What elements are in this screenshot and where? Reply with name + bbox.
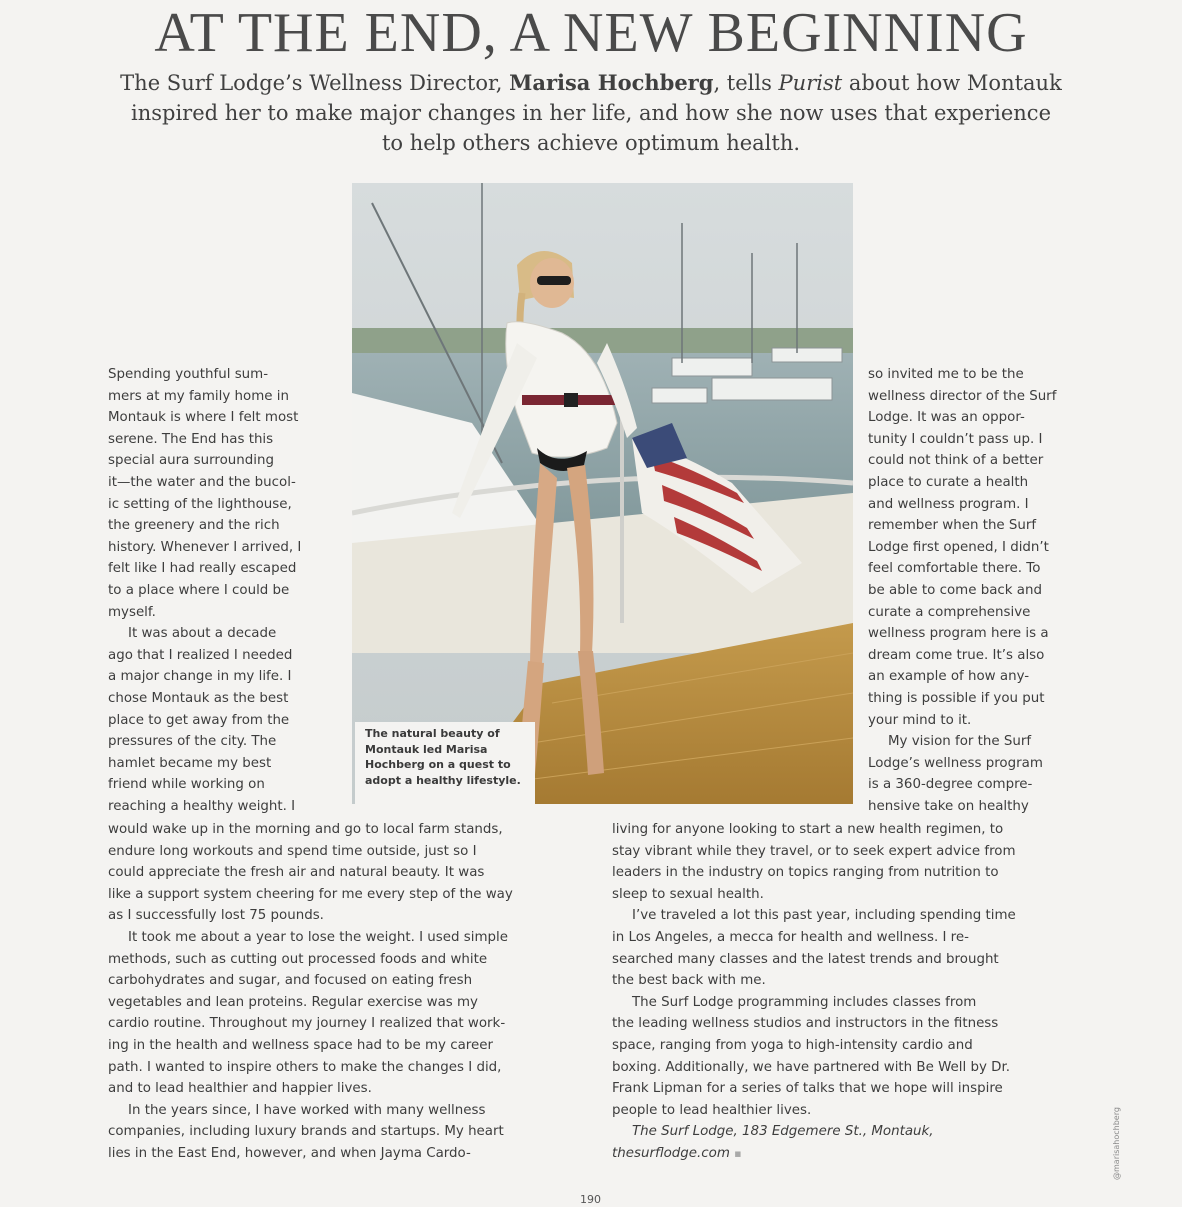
text-line: could appreciate the fresh air and natural beauty. It was (108, 865, 485, 881)
text-line: The Surf Lodge programming includes classes from (632, 994, 977, 1010)
text-line: sleep to sexual health. (612, 886, 764, 902)
text-line: ing in the health and wellness space had to be my career (108, 1037, 493, 1053)
text-line: remember when the Surf (868, 518, 1037, 534)
text-line: friend while working on (108, 777, 265, 793)
deck-publication: Purist (778, 71, 843, 95)
text-line: Lodge. It was an oppor- (868, 410, 1025, 426)
text-line: mers at my family home in (108, 388, 289, 404)
column-2-bottom (612, 819, 1016, 1165)
text-line: boxing. Additionally, we have partnered with Be Well by Dr. (612, 1059, 1011, 1075)
text-line: place to curate a health (868, 474, 1029, 490)
text-line: My vision for the Surf (888, 734, 1032, 750)
text-line: special aura surrounding (108, 453, 274, 469)
text-line: Frank Lipman for a series of talks that we hope will inspire (612, 1081, 1003, 1097)
deck-name: Marisa Hochberg (509, 70, 714, 95)
text-line: endure long workouts and spend time outside, just so I (108, 843, 477, 859)
text-line: Lodge first opened, I didn’t (868, 539, 1049, 555)
text-line: It took me about a year to lose the weight. I used simple (128, 929, 508, 945)
text-line: like a support system cheering for me every step of the way (108, 886, 513, 902)
column-2-top (868, 364, 1056, 817)
headline: AT THE END, A NEW BEGINNING (154, 2, 1028, 64)
text-line: methods, such as cutting out processed foods and white (108, 951, 488, 967)
text-line: hamlet became my best (108, 755, 272, 771)
text-line: tunity I couldn’t pass up. I (868, 431, 1043, 447)
text-line: Lodge’s wellness program (868, 755, 1043, 771)
column-1-bottom (108, 819, 513, 1165)
text-line: curate a comprehensive (868, 604, 1031, 620)
text-line: searched many classes and the latest trends and brought (612, 951, 999, 967)
text-line: ago that I realized I needed (108, 647, 293, 663)
text-line: and to lead healthier and happier lives. (108, 1081, 372, 1097)
column-1-top (108, 364, 301, 817)
text-line: stay vibrant while they travel, or to seek expert advice from (612, 843, 1016, 859)
text-line: your mind to it. (868, 712, 972, 728)
deck (120, 68, 1062, 158)
text-line: wellness program here is a (868, 626, 1049, 642)
text-line: dream come true. It’s also (868, 647, 1045, 663)
address-line: The Surf Lodge, 183 Edgemere St., Montauk, (632, 1124, 934, 1140)
text-line: felt like I had really escaped (108, 561, 297, 577)
text-line: the greenery and the rich (108, 518, 280, 534)
deck-part-1: The Surf Lodge’s Wellness Director, (120, 71, 510, 95)
text-line: the best back with me. (612, 973, 766, 989)
text-line: would wake up in the morning and go to local farm stands, (108, 822, 503, 837)
text-line: to a place where I could be (108, 582, 290, 598)
deck-part-3: about how Montauk inspired her to make major changes in her life, and how she now uses that experience to help others achieve optimum health. (131, 71, 1062, 155)
text-line: carbohydrates and sugar, and focused on eating fresh (108, 973, 473, 989)
text-line: myself. (108, 604, 156, 620)
photo-illustration (352, 183, 853, 804)
photo-woman-on-yacht (352, 183, 853, 804)
text-line: cardio routine. Throughout my journey I realized that work- (108, 1016, 506, 1032)
text-line: chose Montauk as the best (108, 690, 289, 706)
text-line: history. Whenever I arrived, I (108, 539, 302, 555)
text-line: Montauk is where I felt most (108, 410, 299, 426)
website-line (612, 1143, 1016, 1165)
text-line: space, ranging from yoga to high-intensity cardio and (612, 1037, 973, 1053)
text-line: be able to come back and (868, 582, 1042, 598)
text-line: is a 360-degree compre- (868, 777, 1033, 793)
website-link[interactable]: thesurflodge.com (612, 1145, 730, 1161)
text-line: reaching a healthy weight. I (108, 798, 296, 814)
photo-caption: The natural beauty of Montauk led Marisa Hochberg on a quest to adopt a healthy lifestyle. (355, 722, 535, 804)
text-line: pressures of the city. The (108, 734, 277, 750)
text-line: feel comfortable there. To (868, 561, 1041, 577)
text-line: and wellness program. I (868, 496, 1029, 512)
end-mark-icon: ▪ (734, 1146, 742, 1160)
text-line: leaders in the industry on topics ranging from nutrition to (612, 865, 999, 881)
text-line: Spending youthful sum- (108, 367, 269, 382)
text-line: ic setting of the lighthouse, (108, 496, 292, 512)
text-line: living for anyone looking to start a new health regimen, to (612, 822, 1004, 837)
text-line: It was about a decade (128, 626, 277, 642)
text-line: wellness director of the Surf (868, 388, 1057, 404)
text-line: as I successfully lost 75 pounds. (108, 908, 324, 924)
text-line: lies in the East End, however, and when Jayma Cardo- (108, 1145, 471, 1161)
text-line: people to lead healthier lives. (612, 1102, 812, 1118)
text-line: In the years since, I have worked with many wellness (128, 1102, 486, 1118)
text-line: a major change in my life. I (108, 669, 292, 685)
text-line: hensive take on healthy (868, 798, 1029, 814)
text-line: serene. The End has this (108, 431, 274, 447)
text-line: it—the water and the bucol- (108, 474, 296, 490)
text-line: could not think of a better (868, 453, 1044, 469)
text-line: the leading wellness studios and instructors in the fitness (612, 1016, 999, 1032)
text-line: an example of how any- (868, 669, 1030, 685)
photo-credit: @marisahochberg (1112, 1107, 1121, 1180)
text-line: companies, including luxury brands and startups. My heart (108, 1124, 504, 1140)
text-line: thing is possible if you put (868, 690, 1045, 706)
text-line: path. I wanted to inspire others to make the changes I did, (108, 1059, 502, 1075)
page-number: 190 (580, 1193, 601, 1206)
text-line: so invited me to be the (868, 367, 1024, 382)
text-line: in Los Angeles, a mecca for health and wellness. I re- (612, 929, 969, 945)
text-line: vegetables and lean proteins. Regular exercise was my (108, 994, 478, 1010)
text-line: I’ve traveled a lot this past year, including spending time (632, 908, 1016, 924)
deck-part-2: , tells (713, 71, 779, 95)
text-line: place to get away from the (108, 712, 290, 728)
